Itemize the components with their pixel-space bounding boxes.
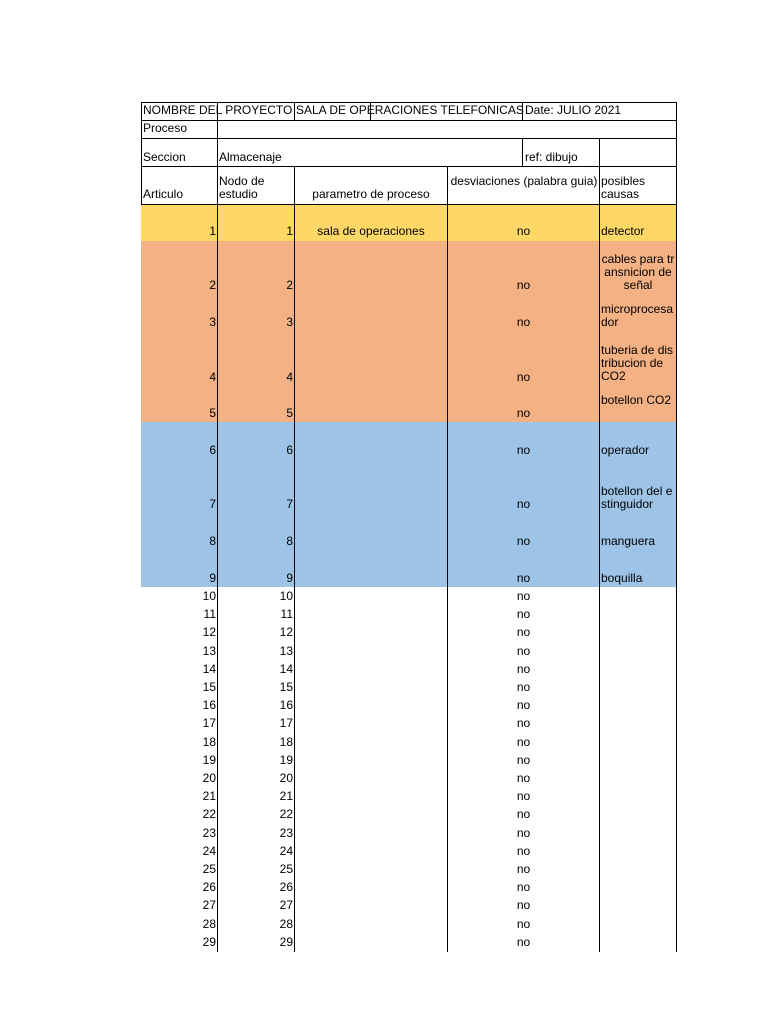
- nodo-cell: 25: [279, 862, 293, 876]
- col-header-desviaciones: desviaciones (palabra guia): [450, 174, 598, 188]
- desviacion-cell: no: [516, 916, 531, 931]
- causa-cell: operador: [601, 443, 650, 457]
- nodo-cell: 29: [279, 934, 293, 949]
- desviacion-cell: no: [516, 771, 531, 785]
- nodo-cell: 9: [286, 571, 293, 585]
- articulo-cell: 2: [209, 278, 216, 292]
- desviacion-cell: no: [516, 825, 531, 840]
- process-label: Proceso: [143, 121, 188, 135]
- causa-cell: detector: [601, 224, 645, 238]
- nodo-cell: 7: [286, 497, 293, 511]
- articulo-cell: 28: [202, 916, 216, 931]
- articulo-cell: 10: [202, 589, 216, 603]
- band-orange: [141, 241, 677, 422]
- project-date: Date: JULIO 2021: [525, 103, 622, 117]
- nodo-cell: 8: [286, 534, 293, 548]
- articulo-cell: 1: [209, 224, 216, 238]
- desviacion-cell: no: [516, 789, 531, 804]
- nodo-cell: 11: [280, 607, 293, 622]
- grid-line: [599, 166, 600, 204]
- section-value: Almacenaje: [219, 150, 282, 164]
- causa-cell: cables para transnicion de señal: [601, 252, 675, 292]
- col-header-parametro: parametro de proceso: [312, 187, 430, 201]
- articulo-cell: 8: [209, 534, 216, 548]
- desviacion-cell: no: [516, 643, 531, 658]
- articulo-cell: 19: [202, 752, 216, 767]
- articulo-cell: 29: [202, 934, 216, 949]
- column-divider: [676, 204, 677, 952]
- articulo-cell: 20: [202, 771, 216, 785]
- nodo-cell: 3: [286, 315, 293, 329]
- nodo-cell: 10: [279, 589, 293, 603]
- causa-cell: botellon del estinguidor: [601, 484, 673, 511]
- section-label: Seccion: [143, 150, 186, 164]
- column-divider: [294, 204, 295, 952]
- nodo-cell: 13: [279, 643, 293, 658]
- desviacion-cell: no: [516, 406, 531, 420]
- nodo-cell: 15: [279, 680, 293, 694]
- articulo-cell: 3: [209, 315, 216, 329]
- column-divider: [217, 204, 218, 952]
- ref-label: ref: dibujo: [525, 150, 578, 164]
- nodo-cell: 4: [286, 370, 293, 384]
- nodo-cell: 16: [279, 698, 293, 713]
- articulo-cell: 23: [202, 825, 216, 840]
- articulo-cell: 25: [202, 862, 216, 876]
- articulo-cell: 22: [202, 807, 216, 822]
- articulo-cell: 18: [202, 734, 216, 749]
- desviacion-cell: no: [516, 934, 531, 949]
- nodo-cell: 1: [286, 224, 293, 238]
- col-header-nodo: Nodo de estudio: [219, 174, 265, 201]
- nodo-cell: 6: [286, 443, 293, 457]
- articulo-cell: 14: [202, 661, 216, 676]
- grid-line: [599, 138, 600, 166]
- causa-cell: boquilla: [601, 571, 643, 585]
- desviacion-cell: no: [516, 315, 531, 329]
- grid-line: [217, 102, 218, 204]
- desviacion-cell: no: [516, 497, 531, 511]
- nodo-cell: 26: [279, 880, 293, 895]
- column-divider: [599, 204, 600, 952]
- articulo-cell: 7: [209, 497, 216, 511]
- desviacion-cell: no: [516, 898, 531, 913]
- articulo-cell: 12: [202, 625, 216, 640]
- nodo-cell: 18: [279, 734, 293, 749]
- grid-line: [141, 166, 677, 167]
- desviacion-cell: no: [516, 680, 531, 694]
- grid-line: [522, 138, 523, 166]
- articulo-cell: 11: [203, 607, 216, 622]
- causa-cell: manguera: [601, 534, 656, 548]
- nodo-cell: 2: [286, 278, 293, 292]
- desviacion-cell: no: [516, 534, 531, 548]
- grid-line: [141, 120, 677, 121]
- desviacion-cell: no: [516, 224, 531, 238]
- desviacion-cell: no: [516, 734, 531, 749]
- desviacion-cell: no: [516, 880, 531, 895]
- desviacion-cell: no: [516, 862, 531, 876]
- grid-line: [447, 166, 448, 204]
- nodo-cell: 27: [279, 898, 293, 913]
- desviacion-cell: no: [516, 698, 531, 713]
- articulo-cell: 16: [202, 698, 216, 713]
- parametro-cell: sala de operaciones: [317, 224, 425, 238]
- desviacion-cell: no: [516, 807, 531, 822]
- desviacion-cell: no: [516, 443, 531, 457]
- nodo-cell: 5: [286, 406, 293, 420]
- grid-line: [141, 138, 677, 139]
- desviacion-cell: no: [516, 843, 531, 858]
- project-label: NOMBRE DEL PROYECTO: [143, 103, 293, 117]
- desviacion-cell: no: [516, 607, 531, 622]
- nodo-cell: 21: [279, 789, 293, 804]
- nodo-cell: 14: [279, 661, 293, 676]
- articulo-cell: 9: [209, 571, 216, 585]
- desviacion-cell: no: [516, 752, 531, 767]
- nodo-cell: 24: [279, 843, 293, 858]
- desviacion-cell: no: [516, 625, 531, 640]
- col-header-causas: posibles causas: [601, 174, 646, 201]
- causa-cell: tuberia de distribucion de CO2: [601, 343, 674, 383]
- desviacion-cell: no: [516, 716, 531, 731]
- causa-cell: botellon CO2: [601, 393, 672, 407]
- articulo-cell: 5: [209, 406, 216, 420]
- nodo-cell: 22: [279, 807, 293, 822]
- articulo-cell: 4: [209, 370, 216, 384]
- col-header-articulo: Articulo: [143, 187, 184, 201]
- articulo-cell: 26: [202, 880, 216, 895]
- desviacion-cell: no: [516, 571, 531, 585]
- nodo-cell: 17: [279, 716, 293, 731]
- nodo-cell: 20: [279, 771, 293, 785]
- articulo-cell: 21: [202, 789, 216, 804]
- articulo-cell: 27: [202, 898, 216, 913]
- articulo-cell: 24: [202, 843, 216, 858]
- articulo-cell: 15: [202, 680, 216, 694]
- grid-line: [676, 102, 677, 204]
- desviacion-cell: no: [516, 589, 531, 603]
- grid-line: [141, 102, 142, 204]
- project-value: SALA DE OPERACIONES TELEFONICAS: [296, 103, 524, 117]
- nodo-cell: 28: [279, 916, 293, 931]
- nodo-cell: 12: [279, 625, 293, 640]
- nodo-cell: 19: [279, 752, 293, 767]
- causa-cell: microprocesador: [601, 302, 674, 329]
- nodo-cell: 23: [279, 825, 293, 840]
- articulo-cell: 17: [202, 716, 216, 731]
- articulo-cell: 13: [202, 643, 216, 658]
- desviacion-cell: no: [516, 661, 531, 676]
- desviacion-cell: no: [516, 278, 531, 292]
- desviacion-cell: no: [516, 370, 531, 384]
- grid-line: [141, 204, 677, 205]
- grid-line: [294, 102, 295, 120]
- articulo-cell: 6: [209, 443, 216, 457]
